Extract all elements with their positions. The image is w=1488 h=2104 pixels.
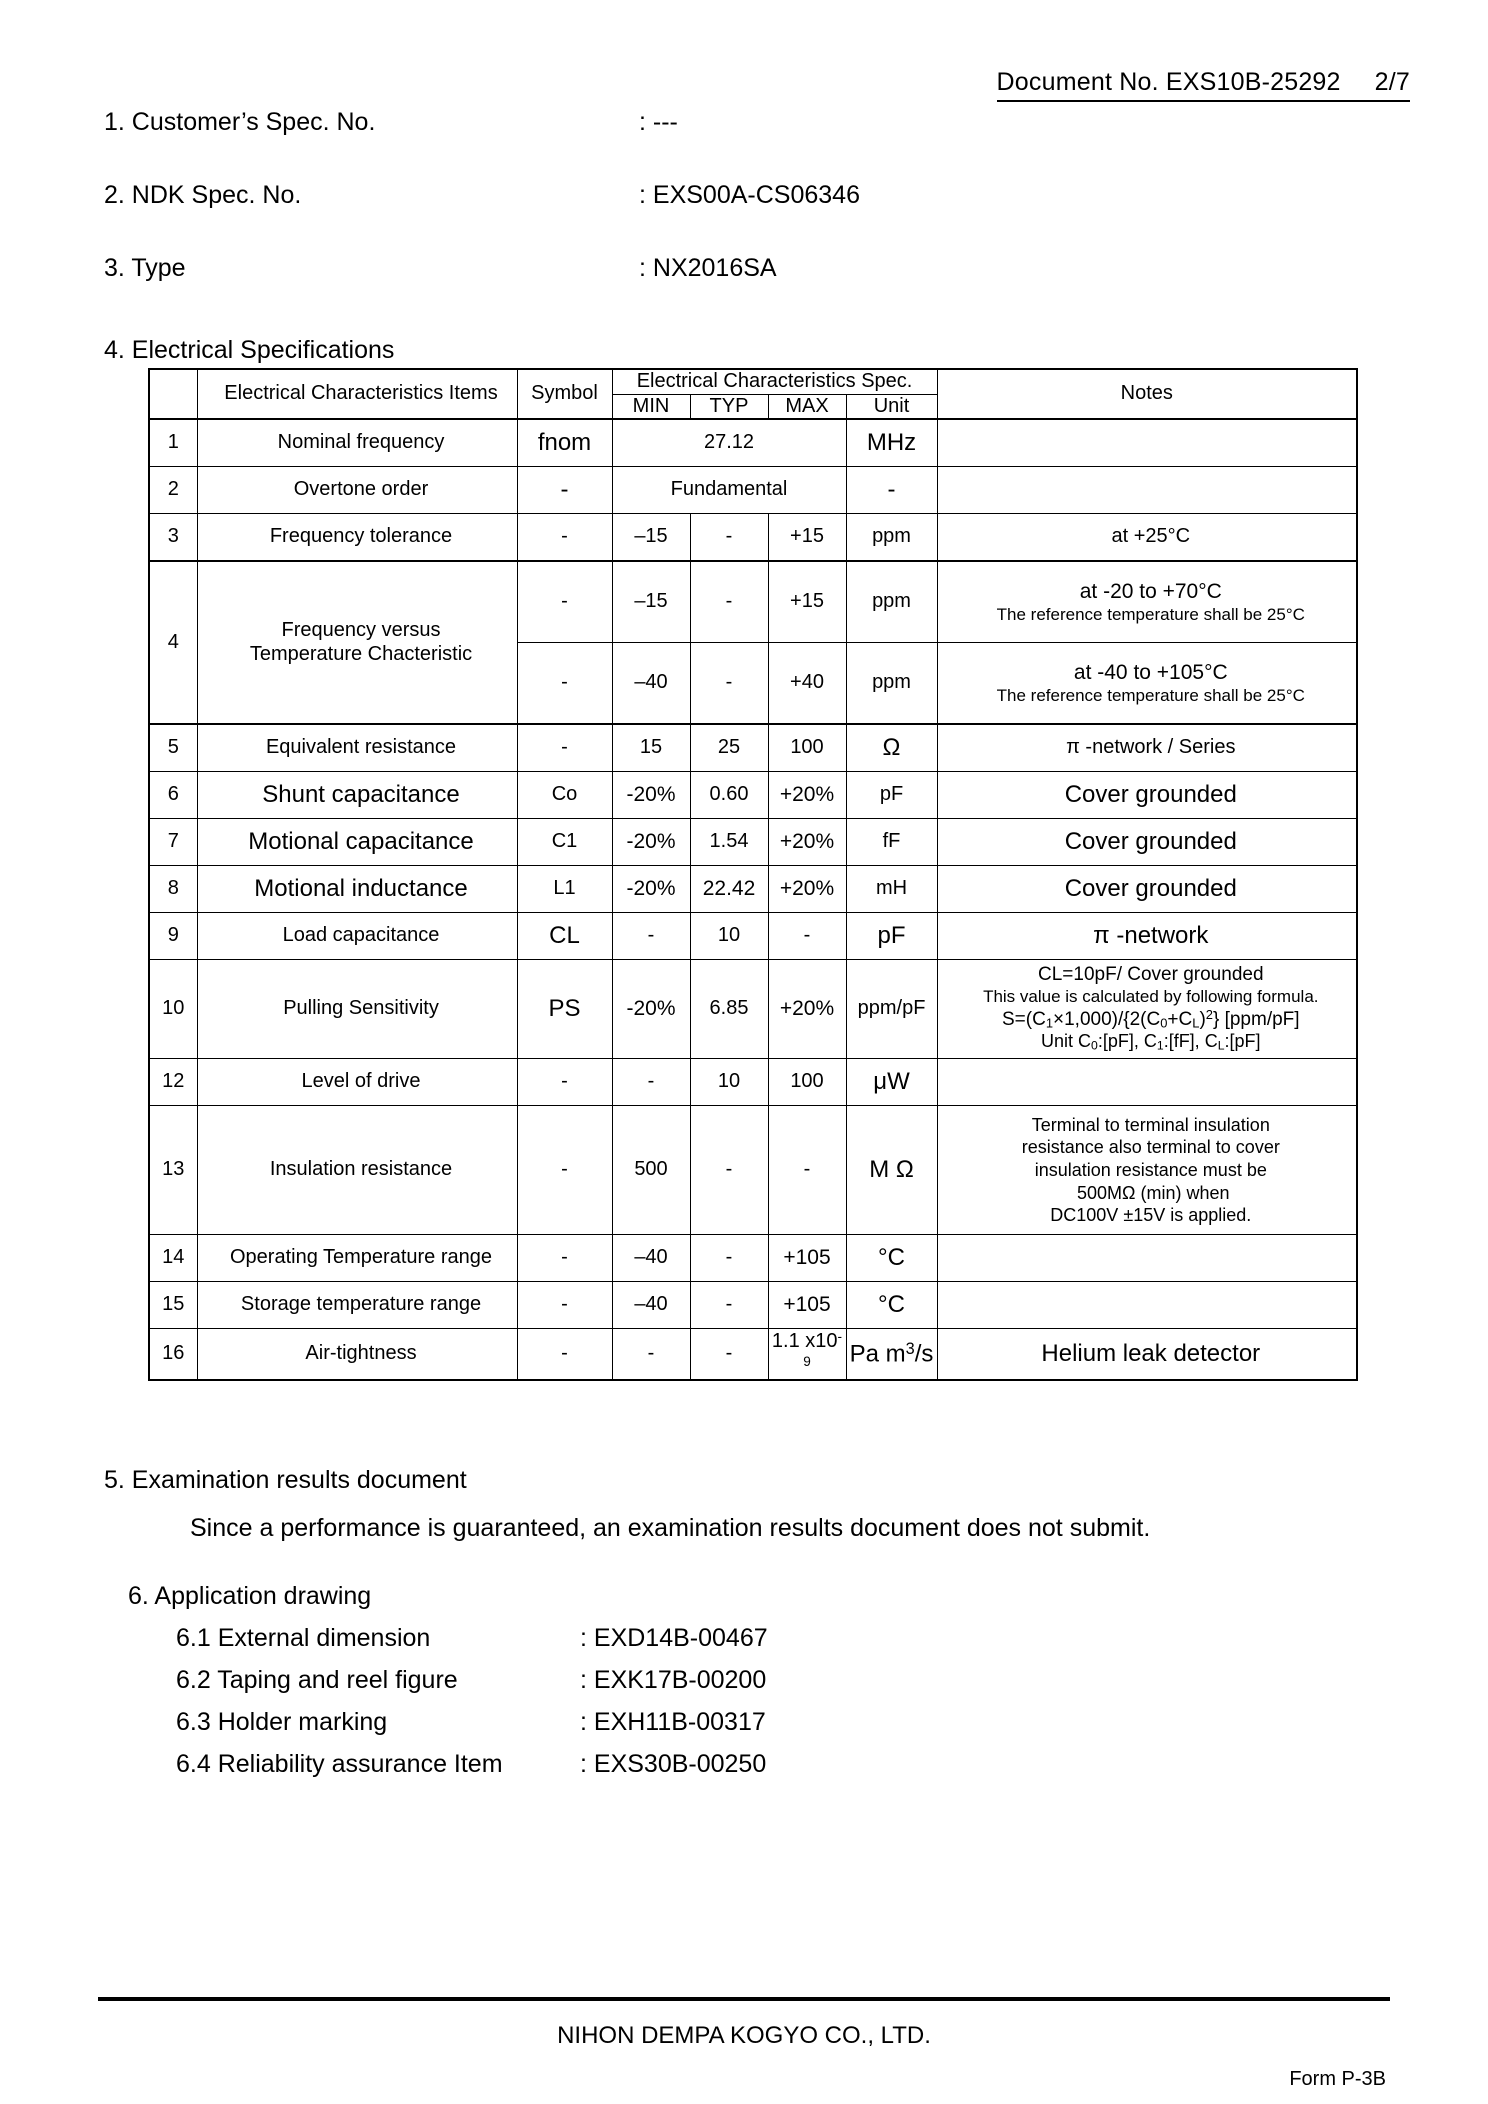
table-row xyxy=(149,467,1357,514)
spec-value: : EXS00A-CS06346 xyxy=(639,181,860,209)
row-notes xyxy=(937,960,1357,1059)
row-typ: 10 xyxy=(690,913,768,960)
row-notes-line2: The reference temperature shall be 25°C xyxy=(996,685,1305,705)
spec-value: : --- xyxy=(639,108,678,136)
row-typ: 1.54 xyxy=(690,819,768,866)
row-no: 3 xyxy=(149,514,197,562)
row-min: 15 xyxy=(612,724,690,772)
row-typ: 25 xyxy=(690,724,768,772)
row-min: -20% xyxy=(612,772,690,819)
row-unit: Ω xyxy=(846,724,937,772)
row-item: Nominal frequency xyxy=(197,419,517,467)
row-unit: °C xyxy=(846,1235,937,1282)
row-symbol: - xyxy=(517,1235,612,1282)
notes-line-cl: CL=10pF/ Cover grounded xyxy=(1038,964,1264,986)
row-item: Frequency tolerance xyxy=(197,514,517,562)
row-symbol: CL xyxy=(517,913,612,960)
row-max: +40 xyxy=(768,643,846,725)
row-no: 10 xyxy=(149,960,197,1059)
row-no: 16 xyxy=(149,1329,197,1380)
row-notes: Cover grounded xyxy=(937,819,1357,866)
drawing-label: 6.4 Reliability assurance Item xyxy=(176,1750,503,1778)
row-max: +20% xyxy=(768,772,846,819)
row-min: –15 xyxy=(612,514,690,562)
row-unit: Pa $m^3/s$ xyxy=(846,1329,937,1380)
row-max: +15 xyxy=(768,561,846,643)
row-notes: π -network / Series xyxy=(937,724,1357,772)
row-typ: - xyxy=(690,561,768,643)
drawing-value: : EXS30B-00250 xyxy=(580,1750,767,1778)
row-notes: Helium leak detector xyxy=(937,1329,1357,1380)
row-item: Pulling Sensitivity xyxy=(197,960,517,1059)
footer-form-code: Form P-3B xyxy=(1289,2068,1386,2090)
footer-company-name: NIHON DEMPA KOGYO CO., LTD. xyxy=(557,2022,931,2049)
table-row xyxy=(149,1059,1357,1106)
row-max: 1.1 $x10^{-9}$ xyxy=(768,1329,846,1380)
header-symbol: Symbol xyxy=(517,369,612,419)
row-no: 7 xyxy=(149,819,197,866)
notes-line: 500MΩ (min) when xyxy=(1072,1182,1230,1203)
row-symbol: L1 xyxy=(517,866,612,913)
row-item: Shunt capacitance xyxy=(197,772,517,819)
table-row xyxy=(149,724,1357,772)
drawing-label: 6.1 External dimension xyxy=(176,1624,431,1652)
row-span-value: 27.12 xyxy=(612,419,846,467)
row-notes xyxy=(937,643,1357,725)
notes-line: insulation resistance must be xyxy=(1034,1159,1267,1180)
table-row xyxy=(149,514,1357,562)
table-row xyxy=(149,819,1357,866)
table-row xyxy=(149,1106,1357,1235)
row-min: - xyxy=(612,1059,690,1106)
spec-line xyxy=(104,254,1404,327)
row-unit: mH xyxy=(846,866,937,913)
drawing-value: : EXD14B-00467 xyxy=(580,1624,768,1652)
row-min: -20% xyxy=(612,819,690,866)
row-unit: °C xyxy=(846,1282,937,1329)
spec-label: 3. Type xyxy=(104,254,186,282)
row-typ: 22.42 xyxy=(690,866,768,913)
row-notes xyxy=(937,1106,1357,1235)
header-typ: TYP xyxy=(690,394,768,419)
row-typ: 10 xyxy=(690,1059,768,1106)
row-max: +105 xyxy=(768,1235,846,1282)
row-typ: - xyxy=(690,643,768,725)
row-notes: Cover grounded xyxy=(937,772,1357,819)
section-5-title: 5. Examination results document xyxy=(104,1466,467,1494)
row-symbol: PS xyxy=(517,960,612,1059)
row-no: 12 xyxy=(149,1059,197,1106)
row-max: +20% xyxy=(768,819,846,866)
row-notes xyxy=(937,561,1357,643)
row-item: Insulation resistance xyxy=(197,1106,517,1235)
row-unit: pF xyxy=(846,772,937,819)
row-min: -20% xyxy=(612,866,690,913)
row-symbol: C1 xyxy=(517,819,612,866)
row-symbol: - xyxy=(517,724,612,772)
row-notes: π -network xyxy=(937,913,1357,960)
drawing-label: 6.2 Taping and reel figure xyxy=(176,1666,458,1694)
row-item: Storage temperature range xyxy=(197,1282,517,1329)
header-max: MAX xyxy=(768,394,846,419)
row-symbol: - xyxy=(517,1329,612,1380)
table-header-row xyxy=(149,369,1357,394)
header-notes: Notes xyxy=(937,369,1357,419)
spec-label: 1. Customer’s Spec. No. xyxy=(104,108,376,136)
row-unit: μW xyxy=(846,1059,937,1106)
table-row xyxy=(149,419,1357,467)
application-drawing-item xyxy=(176,1750,768,1779)
row-item: Motional inductance xyxy=(197,866,517,913)
row-symbol: - xyxy=(517,467,612,514)
row-notes-line1: at -40 to +105°C xyxy=(1073,660,1228,684)
row-notes xyxy=(937,1282,1357,1329)
notes-line: resistance also terminal to cover xyxy=(1021,1137,1280,1158)
spec-value: : NX2016SA xyxy=(639,254,777,282)
row-item: Air-tightness xyxy=(197,1329,517,1380)
table-row xyxy=(149,1329,1357,1380)
notes-line-units: Unit $C_0:[pF]$, $C_1:[fF]$, $C_L:[pF]$ xyxy=(1041,1030,1261,1053)
notes-line-formula: $S=(C_1\times 1,000)/\{2(C_0+C_L)^2\}$ [ppm/pF] xyxy=(1002,1006,1300,1031)
row-unit: pF xyxy=(846,913,937,960)
row-unit: ppm xyxy=(846,514,937,562)
row-notes-line2: The reference temperature shall be 25°C xyxy=(996,604,1305,624)
section-5 xyxy=(104,1466,1150,1543)
drawing-value: : EXH11B-00317 xyxy=(580,1708,766,1736)
row-symbol: - xyxy=(517,514,612,562)
row-typ: - xyxy=(690,514,768,562)
row-item: Operating Temperature range xyxy=(197,1235,517,1282)
row-item: Load capacitance xyxy=(197,913,517,960)
row-min: –40 xyxy=(612,1235,690,1282)
table-row xyxy=(149,772,1357,819)
row-notes xyxy=(937,1059,1357,1106)
table-row xyxy=(149,913,1357,960)
drawing-value: : EXK17B-00200 xyxy=(580,1666,767,1694)
row-item: Overtone order xyxy=(197,467,517,514)
row-unit: ppm xyxy=(846,561,937,643)
row-typ: 0.60 xyxy=(690,772,768,819)
footer-divider xyxy=(98,1997,1390,2001)
row-unit: M Ω xyxy=(846,1106,937,1235)
row-max: +20% xyxy=(768,960,846,1059)
application-drawing-item xyxy=(176,1666,768,1695)
row-symbol: - xyxy=(517,643,612,725)
row-max: +105 xyxy=(768,1282,846,1329)
row-item: Motional capacitance xyxy=(197,819,517,866)
spec-reference-list xyxy=(104,108,1404,327)
row-min: –40 xyxy=(612,1282,690,1329)
row-max: - xyxy=(768,1106,846,1235)
row-max: 100 xyxy=(768,1059,846,1106)
row-min: -20% xyxy=(612,960,690,1059)
row-min: - xyxy=(612,1329,690,1380)
row-max: 100 xyxy=(768,724,846,772)
row-item-line2: Temperature Chacteristic xyxy=(249,642,473,665)
row-max: +15 xyxy=(768,514,846,562)
section-4-title: 4. Electrical Specifications xyxy=(104,336,395,364)
row-no: 4 xyxy=(149,561,197,724)
notes-line: DC100V ±15V is applied. xyxy=(1050,1205,1252,1226)
row-notes: at +25°C xyxy=(937,514,1357,562)
row-no: 13 xyxy=(149,1106,197,1235)
row-unit: MHz xyxy=(846,419,937,467)
section-6 xyxy=(128,1582,768,1779)
row-min: 500 xyxy=(612,1106,690,1235)
application-drawing-item xyxy=(176,1624,768,1653)
section-5-text: Since a performance is guaranteed, an examination results document does not submit. xyxy=(190,1514,1151,1542)
application-drawing-item xyxy=(176,1708,768,1737)
spec-line xyxy=(104,108,1404,181)
document-number: Document No. EXS10B-25292 xyxy=(996,68,1341,96)
drawing-label: 6.3 Holder marking xyxy=(176,1708,388,1736)
row-typ: - xyxy=(690,1282,768,1329)
header-no xyxy=(149,369,197,419)
row-symbol: Co xyxy=(517,772,612,819)
row-symbol: fnom xyxy=(517,419,612,467)
table-row xyxy=(149,960,1357,1059)
spec-line xyxy=(104,181,1404,254)
row-typ: - xyxy=(690,1329,768,1380)
row-span-value: Fundamental xyxy=(612,467,846,514)
row-no: 5 xyxy=(149,724,197,772)
row-unit: - xyxy=(846,467,937,514)
row-no: 6 xyxy=(149,772,197,819)
spec-label: 2. NDK Spec. No. xyxy=(104,181,302,209)
row-notes-line1: at -20 to +70°C xyxy=(1079,579,1222,603)
header-min: MIN xyxy=(612,394,690,419)
row-max: +20% xyxy=(768,866,846,913)
table-row xyxy=(149,1235,1357,1282)
row-item: Equivalent resistance xyxy=(197,724,517,772)
row-item xyxy=(197,561,517,724)
row-typ: - xyxy=(690,1235,768,1282)
row-item: Level of drive xyxy=(197,1059,517,1106)
row-symbol: - xyxy=(517,1282,612,1329)
row-max: - xyxy=(768,913,846,960)
page-number: 2/7 xyxy=(1374,68,1410,96)
header-unit: Unit xyxy=(846,394,937,419)
row-no: 1 xyxy=(149,419,197,467)
row-min: - xyxy=(612,913,690,960)
electrical-specifications-table-wrap xyxy=(148,368,1356,1381)
row-symbol: - xyxy=(517,1106,612,1235)
table-row xyxy=(149,561,1357,643)
row-no: 14 xyxy=(149,1235,197,1282)
row-unit: fF xyxy=(846,819,937,866)
row-notes xyxy=(937,1235,1357,1282)
table-row xyxy=(149,866,1357,913)
electrical-specifications-table xyxy=(148,368,1358,1381)
table-row xyxy=(149,1282,1357,1329)
row-min: –15 xyxy=(612,561,690,643)
row-notes xyxy=(937,467,1357,514)
row-min: –40 xyxy=(612,643,690,725)
header-items: Electrical Characteristics Items xyxy=(197,369,517,419)
row-item-line1: Frequency versus xyxy=(281,619,441,642)
row-notes: Cover grounded xyxy=(937,866,1357,913)
notes-line-formula-intro: This value is calculated by following formula. xyxy=(983,986,1319,1006)
row-unit: ppm/pF xyxy=(846,960,937,1059)
row-typ: 6.85 xyxy=(690,960,768,1059)
document-header xyxy=(997,68,1410,102)
section-6-title: 6. Application drawing xyxy=(128,1582,372,1610)
row-typ: - xyxy=(690,1106,768,1235)
header-spec-group: Electrical Characteristics Spec. xyxy=(612,369,937,394)
row-no: 9 xyxy=(149,913,197,960)
row-notes xyxy=(937,419,1357,467)
row-no: 15 xyxy=(149,1282,197,1329)
row-no: 2 xyxy=(149,467,197,514)
row-no: 8 xyxy=(149,866,197,913)
row-symbol: - xyxy=(517,561,612,643)
row-unit: ppm xyxy=(846,643,937,725)
row-symbol: - xyxy=(517,1059,612,1106)
notes-line: Terminal to terminal insulation xyxy=(1031,1114,1270,1135)
